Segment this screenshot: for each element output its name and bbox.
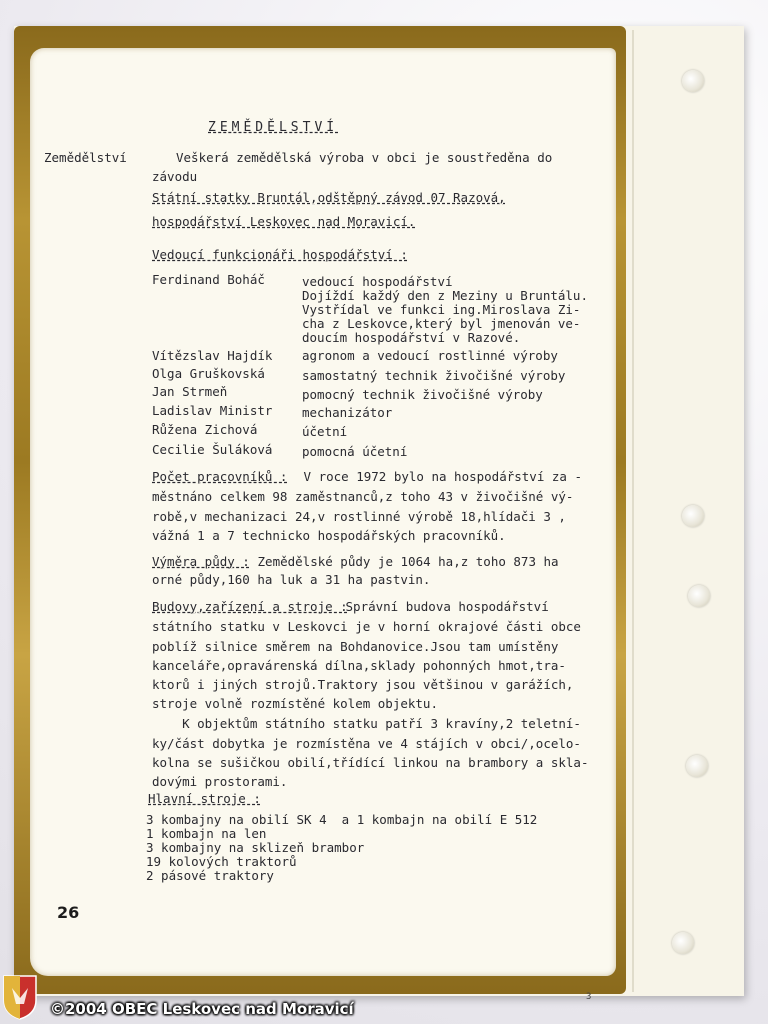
buildings-line: poblíž silnice směrem na Bohdanovice.Jsou tam umístěny (152, 639, 559, 654)
machine-line: 2 pásové traktory (146, 868, 274, 883)
official-name: Vítězslav Hajdík (152, 348, 273, 363)
machine-line: 19 kolových traktorů (146, 854, 297, 869)
land-label: Výměra půdy : (152, 554, 250, 569)
intro-line: závodu (152, 169, 198, 184)
official-role: cha z Leskovce,který byl jmenován ve- (302, 316, 581, 331)
organization-line: hospodářství Leskovec nad Moravicí. (152, 214, 416, 229)
corner-mark: 3 (586, 992, 592, 1002)
buildings-line: státního statku v Leskovci je v horní okrajové části obce (152, 619, 581, 634)
workers-line: vážná 1 a 7 technicko hospodářských pracovníků. (152, 528, 506, 543)
workers-line: V roce 1972 bylo na hospodářství za - (296, 469, 582, 484)
buildings-line: kanceláře,opravárenská dílna,sklady pohonných hmot,tra- (152, 658, 566, 673)
machine-line: 1 kombajn na len (146, 826, 267, 841)
punch-hole (686, 755, 708, 777)
official-role: pomocný technik živočišné výroby (302, 387, 543, 402)
official-role: Dojíždí každý den z Meziny u Bruntálu. (302, 288, 588, 303)
machines-label: Hlavní stroje : (148, 791, 261, 806)
buildings-line: Správní budova hospodářství (338, 599, 549, 614)
workers-label: Počet pracovníků : (152, 469, 288, 484)
workers-line: robě,v mechanizaci 24,v rostlinné výrobě 18,hlídači 3 , (152, 509, 566, 524)
officials-heading: Vedoucí funkcionáři hospodářství : (152, 247, 408, 262)
punch-hole (682, 505, 704, 527)
official-role: Vystřídal ve funkci ing.Miroslava Zi- (302, 302, 581, 317)
official-role: mechanizátor (302, 405, 393, 420)
copyright-footer: ©2004 OBEC Leskovec nad Moravicí (50, 1000, 354, 1018)
buildings-line: stroje volně rozmístěné kolem objektu. (152, 696, 438, 711)
workers-line: městnáno celkem 98 zaměstnanců,z toho 43 v živočišné vý- (152, 489, 574, 504)
document-title: ZEMĚDĚLSTVÍ (208, 120, 339, 135)
official-name: Růžena Zichová (152, 422, 258, 437)
land-line: Zemědělské půdy je 1064 ha,z toho 873 ha (250, 554, 559, 569)
official-name: Olga Gruškovská (152, 366, 265, 381)
official-role: vedoucí hospodářství (302, 274, 453, 289)
official-name: Jan Strmeň (152, 384, 228, 399)
punch-hole (672, 932, 694, 954)
punch-hole (688, 585, 710, 607)
buildings-label: Budovy,zařízení a stroje : (152, 599, 348, 614)
official-role: pomocná účetní (302, 444, 408, 459)
official-role: účetní (302, 424, 348, 439)
punch-hole (682, 70, 704, 92)
buildings-line: ktorů i jiných strojů.Traktory jsou většinou v garážích, (152, 677, 574, 692)
intro-line: Veškerá zemědělská výroba v obci je soustředěna do (176, 150, 553, 165)
official-name: Ladislav Ministr (152, 403, 273, 418)
official-role: agronom a vedoucí rostlinné výroby (302, 348, 558, 363)
buildings-line: kolna se sušičkou obilí,třídící linkou na brambory a skla- (152, 755, 589, 770)
machine-line: 3 kombajny na sklizeň brambor (146, 840, 365, 855)
official-role: samostatný technik živočišné výroby (302, 368, 566, 383)
fold-line (632, 30, 634, 992)
margin-label: Zemědělství (44, 150, 127, 165)
buildings-line: ky/část dobytka je rozmístěna ve 4 stájích v obci/,ocelo- (152, 736, 581, 751)
official-name: Cecilie Šuláková (152, 442, 273, 457)
page-number: 26 (57, 903, 80, 922)
buildings-line: K objektům státního statku patří 3 kravíny,2 teletní- (152, 716, 581, 731)
land-line: orné půdy,160 ha luk a 31 ha pastvin. (152, 572, 431, 587)
official-role: doucím hospodářství v Razové. (302, 330, 521, 345)
buildings-line: dovými prostorami. (152, 774, 288, 789)
organization-line: Státní statky Bruntál,odštěpný závod 07 Razová, (152, 190, 506, 205)
official-name: Ferdinand Boháč (152, 272, 265, 287)
machine-line: 3 kombajny na obilí SK 4 a 1 kombajn na obilí E 512 (146, 812, 538, 827)
municipal-crest-icon (2, 974, 38, 1020)
